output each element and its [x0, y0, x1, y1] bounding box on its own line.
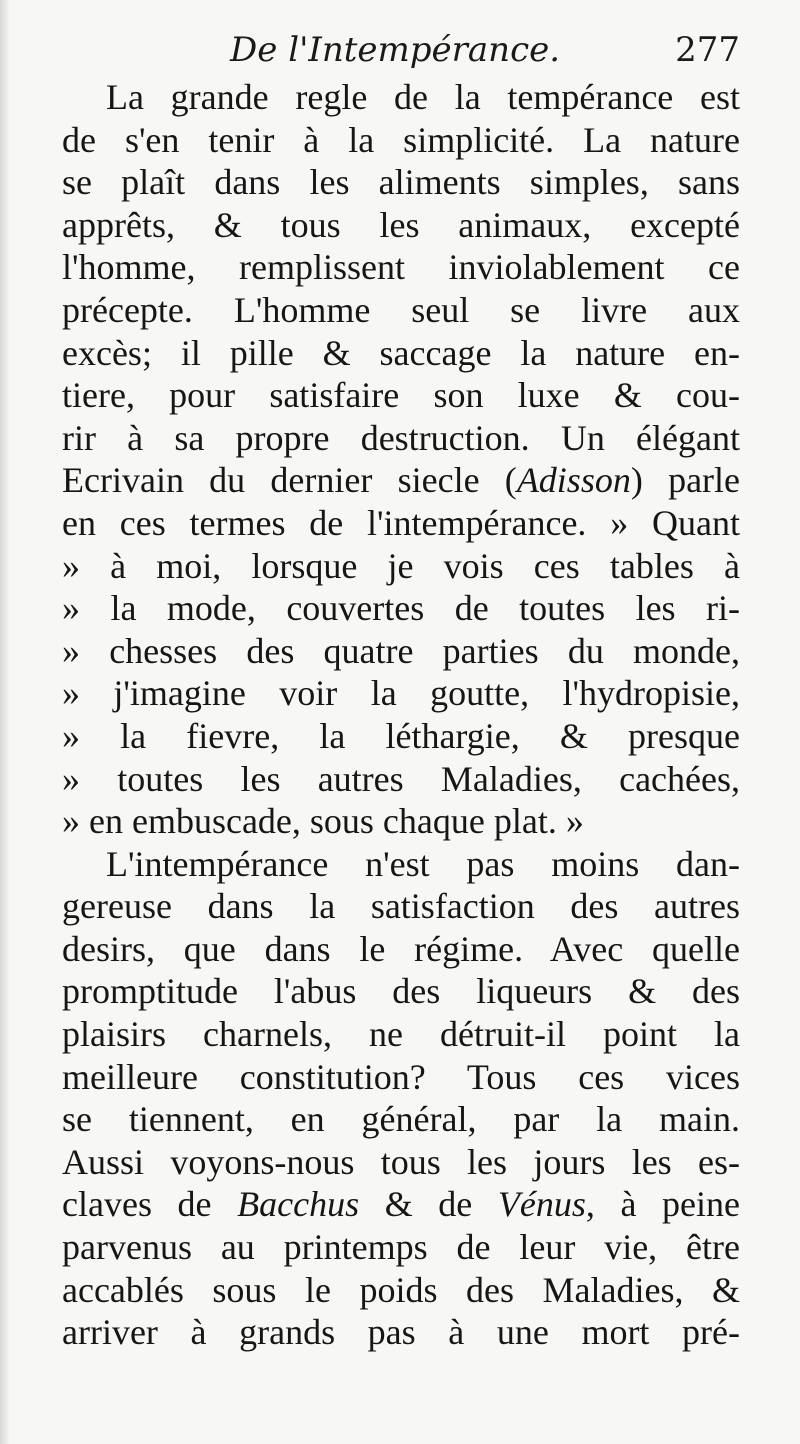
text-line: se plaît dans les aliments simples, sans	[62, 162, 740, 203]
text-line: apprêts, & tous les animaux, excepté	[62, 204, 740, 245]
text-line: » j'imagine voir la goutte, l'hydropisie,	[62, 673, 740, 714]
text-line: meilleure constitution? Tous ces vices	[62, 1056, 740, 1097]
text-line: rir à sa propre destruction. Un élégant	[62, 417, 740, 458]
text-line: Aussi voyons-nous tous les jours les es-	[62, 1141, 740, 1182]
text-line: tiere, pour satisfaire son luxe & cou-	[62, 375, 740, 416]
text-line: » la mode, couvertes de toutes les ri-	[62, 588, 740, 629]
italic-name-venus: Vénus	[497, 1184, 586, 1225]
body-text	[62, 76, 740, 1354]
italic-name-adisson: Adisson	[516, 460, 631, 501]
page-number: 277	[675, 30, 740, 70]
text-line: se tiennent, en général, par la main.	[62, 1099, 740, 1140]
text-line: » chesses des quatre parties du monde,	[62, 630, 740, 671]
text-line: » à moi, lorsque je vois ces tables à	[62, 545, 740, 586]
text-line: de s'en tenir à la simplicité. La nature	[62, 119, 740, 160]
text-line: » en embuscade, sous chaque plat. »	[62, 801, 584, 842]
text-segment: & de	[359, 1184, 498, 1225]
text-line	[62, 1183, 740, 1226]
text-line: La grande regle de la tempérance est	[106, 77, 740, 117]
italic-name-bacchus: Bacchus	[237, 1184, 360, 1225]
text-line: » toutes les autres Maladies, cachées,	[62, 758, 740, 799]
text-line: parvenus au printemps de leur vie, être	[62, 1227, 740, 1268]
text-line: promptitude l'abus des liqueurs & des	[62, 971, 740, 1012]
running-title: De l'Intempérance.	[230, 30, 561, 70]
text-line: » la fievre, la léthargie, & presque	[62, 715, 740, 756]
text-line: l'homme, remplissent inviolablement ce	[62, 247, 740, 288]
text-line: L'intempérance n'est pas moins dan-	[106, 843, 740, 884]
text-line: desirs, que dans le régime. Avec quelle	[62, 928, 740, 969]
text-segment: Ecrivain du dernier siecle (	[62, 460, 517, 501]
text-line: accablés sous le poids des Maladies, &	[62, 1269, 740, 1310]
running-head	[60, 28, 740, 76]
text-line: excès; il pille & saccage la nature en-	[62, 332, 740, 373]
text-line: plaisirs charnels, ne détruit-il point la	[62, 1014, 740, 1055]
text-segment: ) parle	[630, 460, 740, 501]
text-line: précepte. L'homme seul se livre aux	[62, 289, 740, 330]
text-line	[62, 459, 740, 502]
text-line: gereuse dans la satisfaction des autres	[62, 886, 740, 927]
text-line: en ces termes de l'intempérance. » Quant	[62, 502, 740, 543]
text-segment: , à peine	[585, 1184, 740, 1225]
text-line: arriver à grands pas à une mort pré-	[62, 1312, 740, 1353]
page-edge-shadow	[0, 0, 10, 1444]
text-segment: claves de	[62, 1184, 238, 1225]
